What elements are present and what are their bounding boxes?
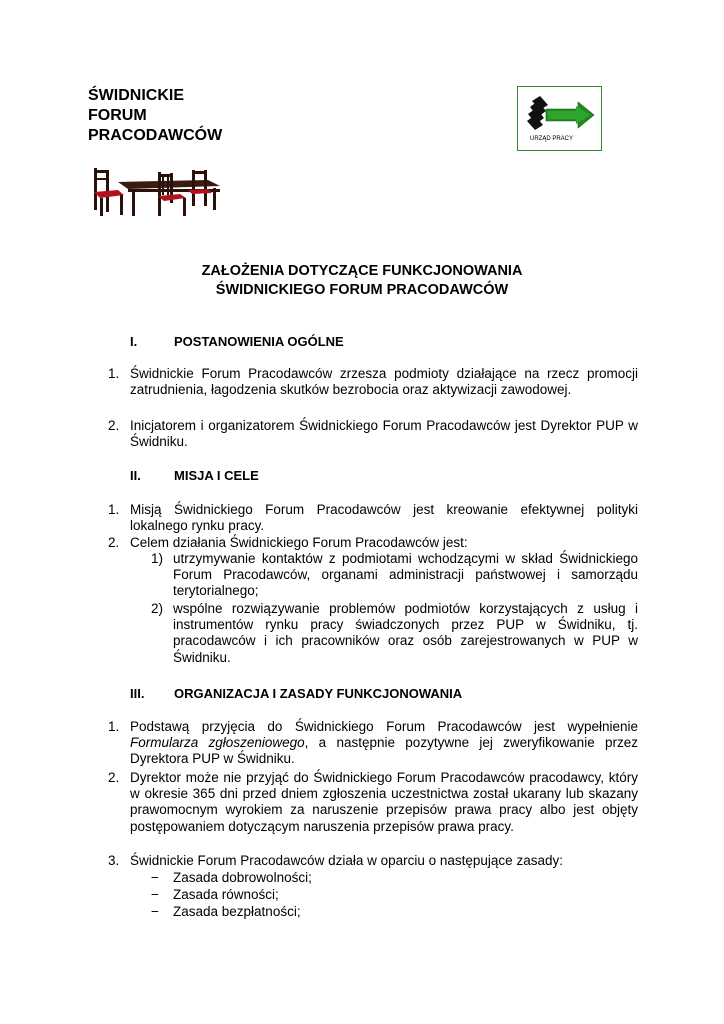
- org-name-line-2: FORUM: [88, 107, 147, 124]
- item-text-end: , a następnie pozytywne jej zweryfikowanie przez Dyrektora PUP w Świdniku.: [130, 735, 638, 767]
- form-name: Formularza zgłoszeniowego: [130, 735, 305, 751]
- bullet-mark: −: [151, 904, 159, 919]
- sub-list-item: [151, 601, 638, 666]
- section-title: ORGANIZACJA I ZASADY FUNKCJONOWANIA: [174, 686, 463, 701]
- sub-item-text: utrzymywanie kontaktów z podmiotami wchodzącymi w skład Świdnickiego Forum Pracodawców, organami administracji państwowej i samorządu terytorialnego;: [173, 551, 638, 599]
- list-item: [108, 502, 638, 534]
- furniture-image: [88, 160, 228, 220]
- logo-label: URZĄD PRACY: [530, 136, 574, 142]
- title-line-1: ZAŁOŻENIA DOTYCZĄCE FUNKCJONOWANIA: [201, 263, 523, 279]
- section-title: POSTANOWIENIA OGÓLNE: [174, 334, 344, 349]
- document-title: [0, 262, 724, 300]
- item-text: Misją Świdnickiego Forum Pracodawców jest kreowanie efektywnej polityki lokalnego rynku pracy.: [130, 502, 638, 534]
- item-text: Dyrektor może nie przyjąć do Świdnickiego Forum Pracodawców pracodawcy, który w okresie 365 dni przed dniem zgłoszenia uczestnictwa został ukarany lub skazany prawomocnym wyrokiem za naruszenie przepisów prawa pracy albo jest objęty postępowaniem dotyczącym naruszenia przepisów prawa pracy.: [130, 770, 638, 834]
- item-number: 3.: [108, 853, 120, 868]
- section-number: II.: [130, 468, 141, 483]
- section-heading-3: [130, 685, 630, 702]
- list-item: [108, 535, 638, 551]
- item-number: 1.: [108, 502, 120, 517]
- list-item: [108, 853, 638, 869]
- bullet-item: [151, 904, 638, 920]
- item-text: [130, 719, 638, 768]
- sub-list-item: [151, 551, 638, 600]
- title-line-2: ŚWIDNICKIEGO FORUM PRACODAWCÓW: [215, 282, 509, 298]
- bullet-text: Zasada dobrowolności;: [173, 870, 312, 885]
- org-name-line-1: ŚWIDNICKIE: [88, 87, 184, 104]
- org-name-line-3: PRACODAWCÓW: [88, 127, 223, 144]
- section-number: III.: [130, 686, 145, 701]
- item-number: 1.: [108, 719, 120, 734]
- section-title: MISJA I CELE: [174, 468, 259, 483]
- section-heading-2: [130, 467, 630, 484]
- item-text: Świdnickie Forum Pracodawców zrzesza podmioty działające na rzecz promocji zatrudnienia, łagodzenia skutków bezrobocia oraz aktywizacji zawodowej.: [130, 366, 638, 398]
- item-number: 2.: [108, 535, 120, 550]
- list-item: [108, 719, 638, 768]
- logo-graphic: [518, 87, 600, 149]
- item-text: Inicjatorem i organizatorem Świdnickiego Forum Pracodawców jest Dyrektor PUP w Świdniku.: [130, 418, 638, 450]
- urzad-pracy-logo: [517, 86, 602, 151]
- list-item: [108, 366, 638, 398]
- bullet-text: Zasada bezpłatności;: [173, 904, 301, 919]
- bullet-text: Zasada równości;: [173, 887, 279, 902]
- item-number: 2.: [108, 770, 120, 785]
- sub-item-number: 1): [151, 551, 164, 566]
- item-number: 2.: [108, 418, 120, 433]
- item-text: Świdnickie Forum Pracodawców działa w oparciu o następujące zasady:: [130, 853, 563, 868]
- list-item: [108, 418, 638, 450]
- list-item: [108, 770, 638, 835]
- bullet-item: [151, 887, 638, 903]
- item-text-start: Podstawą przyjęcia do Świdnickiego Forum Pracodawców jest wypełnienie: [130, 719, 638, 734]
- item-text: Celem działania Świdnickiego Forum Pracodawców jest:: [130, 535, 468, 550]
- bullet-mark: −: [151, 870, 159, 885]
- organization-name: [88, 86, 222, 146]
- section-heading-1: [130, 333, 630, 350]
- section-number: I.: [130, 334, 138, 349]
- item-number: 1.: [108, 366, 120, 381]
- sub-item-number: 2): [151, 601, 164, 616]
- bullet-item: [151, 870, 638, 886]
- sub-item-text: wspólne rozwiązywanie problemów podmiotów korzystających z usług i instrumentów rynku pracy świadczonych przez PUP w Świdniku, tj. pracodawców i ich pracowników oraz osób zarejestrowanych w PUP w Świdniku.: [173, 601, 638, 665]
- bullet-mark: −: [151, 887, 159, 902]
